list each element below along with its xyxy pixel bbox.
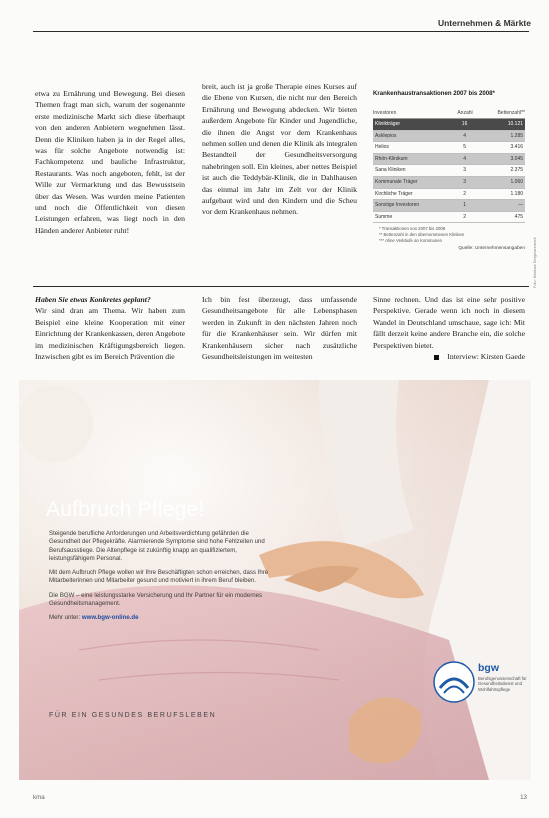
- table-footnote: * Transaktionen von 2007 bis 2008: [379, 226, 446, 232]
- interview-question: Haben Sie etwas Konkretes geplant?: [35, 295, 151, 304]
- cell-count: 4: [463, 132, 466, 139]
- cell-investor: Rhön-Klinikum: [375, 155, 408, 162]
- article-paragraph: Ich bin fest überzeugt, dass umfassende Gesundheitsangebote für alle Lebensphasen werden in Zukunft in den nächsten Jahren noch für die Krankenhäuser sein. Wir dürfen mit Krankenhäusern sicher nach zusätzliche Gesundheitsleistungen im weitesten: [202, 295, 357, 362]
- bgw-logo-icon: [432, 660, 476, 704]
- article-paragraph: Sinne rechnen. Und das ist eine sehr positive Perspektive. Gerade wenn ich noch in diesem Wandel in Deutschland umschaue, sage ich: Mit fällt derzeit keine andere Branche ein, die solche Perspektiven bietet.: [373, 295, 525, 350]
- article-column-2-bottom: [202, 294, 357, 362]
- cell-investor: Asklepios: [375, 132, 397, 139]
- cell-beds: 1.180: [510, 190, 524, 197]
- table-row: [373, 212, 525, 224]
- table-body: [373, 119, 525, 223]
- cell-beds: 10.121: [507, 121, 524, 127]
- table-row: [373, 131, 525, 143]
- page-number: 13: [520, 794, 527, 801]
- cell-investor: Kirchliche Träger: [375, 190, 413, 197]
- ad-more-prefix: Mehr unter:: [49, 614, 81, 622]
- table-row: [373, 154, 525, 166]
- cell-investor: Kommunale Träger: [375, 178, 418, 185]
- table-row: [373, 189, 525, 201]
- article-paragraph: Wir sind dran am Thema. Wir haben zum Beispiel eine kleine Kooperation mit einer Einrichtung der Krankenkassen, deren Angebote im medizinischen Kräftigungsbereich liegen. Inzwischen gibt es im Bereich Prävention die: [35, 306, 185, 362]
- cell-investor: Summe: [375, 213, 393, 220]
- cell-count: 1: [463, 202, 466, 209]
- bgw-wordmark: bgw: [478, 662, 499, 674]
- cell-beds: 3.416: [510, 144, 524, 151]
- interviewer-name: Interview: Kirsten Gaede: [447, 352, 525, 362]
- ad-tagline: FÜR EIN GESUNDES BERUFSLEBEN: [49, 712, 217, 719]
- table-footnote: ** Bettenzahl in den übernommenen Kliniken: [379, 231, 465, 237]
- cell-investor: Helios: [375, 144, 389, 151]
- cell-beds: 475: [514, 213, 524, 220]
- bgw-advertisement: [19, 380, 531, 780]
- magazine-footer: kma: [33, 794, 45, 801]
- ad-website-link[interactable]: www.bgw-online.de: [81, 614, 139, 622]
- section-header: Unternehmen & Märkte: [437, 18, 531, 28]
- header-rule: [33, 31, 529, 32]
- end-mark-icon: [434, 355, 439, 360]
- table-row: [373, 119, 525, 131]
- column-header-investoren: Investoren: [373, 110, 397, 116]
- ad-paragraph: Mit dem Aufbruch Pflege wollen wir Ihre Beschäftigten schon erreichen, dass Ihre Mitarbeiterinnen und Mitarbeiter gesund und motiviert in ihrem Beruf bleiben.: [49, 569, 269, 585]
- cell-investor: Sana Kliniken: [375, 167, 406, 174]
- ad-copy: [49, 530, 275, 629]
- article-column-3-bottom: [373, 294, 525, 362]
- article-column-1-top: [35, 88, 185, 236]
- article-paragraph: etwa zu Ernährung und Bewegung. Bei diesen Themen fragt man sich, warum der sogenannte erste medizinische Markt sich diese überhaupt von den anderen Anbietern wegnehmen lässt. Denn die Kliniken haben ja in der Regel alles, was für solche Angebote notwendig ist: Fachkompetenz und bauliche Infrastruktur, Restaurants. Was noch angeboten, fehlt, ist der Wille zur Vermarktung und das Bewusstsein über das Wesen. Was wurden meine Patienten und noch die Öffentlichkeit von diesen Leistungen erfahren, was liegt noch in den Händen anderer Anbieter ruht!: [35, 89, 185, 235]
- cell-count: 5: [463, 144, 466, 151]
- column-header-anzahl: Anzahl: [457, 110, 473, 116]
- cell-count: 2: [463, 190, 466, 197]
- transactions-table: [373, 90, 525, 251]
- photo-credit: Foto: Klinikum Bergmannsheil: [533, 237, 537, 288]
- cell-count: 4: [463, 155, 466, 162]
- article-paragraph: breit, auch ist ja große Therapie eines Kurses auf die Ebene von Kursen, die nicht nur den Bereich Ernährung und Bewegung abdecken. Wir bieten außerdem Angebote für Kinder und Jugendliche, die ihnen die Angst vor dem Krankenhaus nehmen sollen und denen die Klinik als integralen Bestandteil der Gesundheitsversorgung nahebringen soll. Ein kleines, aber nettes Beispiel ist auch die Teddybär-Klinik, die in Dahlhausen das einmal im Jahr im Zelt vor der Klinik aufgebaut wird und den Kindern und die Scheu vor dem Krankenhaus nehmen.: [202, 82, 357, 217]
- table-row: [373, 200, 525, 212]
- cell-beds: 2.375: [510, 167, 524, 174]
- interviewer-credit: [373, 351, 525, 362]
- ad-paragraph: Die BGW – eine leistungsstarke Versicherung und Ihr Partner für ein modernes Gesundheitsmanagement.: [49, 591, 263, 608]
- bgw-subline: Berufsgenossenschaft für Gesundheitsdienst und Wohlfahrtspflege: [478, 676, 527, 692]
- column-separator-rule: [33, 286, 529, 287]
- cell-beds: 1.285: [510, 132, 524, 139]
- table-row: [373, 177, 525, 189]
- cell-investor: Sonstige Investoren: [375, 202, 420, 209]
- cell-count: 3: [463, 167, 466, 174]
- cell-beds: 3.045: [510, 155, 524, 162]
- ad-more-line: [49, 614, 275, 622]
- column-header-betten: Bettenzahl**: [497, 110, 525, 116]
- ad-paragraph: Steigende berufliche Anforderungen und Arbeitsverdichtung gefährden die Gesundheit der Pflegekräfte. Alarmierende Symptome sind hohe Fehlzeiten und Berufsausstiege. Die Altenpflege ist zukünftig knapp an qualifiziertem, leistungsfähigem Personal.: [49, 530, 265, 562]
- cell-investor: Klinikträger: [375, 121, 401, 127]
- table-title: Krankenhaustransaktionen 2007 bis 2008*: [373, 90, 495, 97]
- cell-count: 2: [463, 213, 466, 220]
- table-row: [373, 142, 525, 154]
- cell-beds: —: [518, 202, 524, 209]
- table-source: Quelle: Unternehmensangaben: [458, 246, 525, 252]
- table-row: [373, 165, 525, 177]
- table-footnotes: [373, 226, 525, 243]
- cell-count: 3: [463, 178, 466, 185]
- ad-headline: Aufbruch Pflege!: [46, 498, 205, 521]
- table-header-row: [373, 110, 525, 119]
- article-column-1-bottom: [35, 294, 185, 362]
- cell-count: 16: [461, 121, 468, 127]
- table-footnote: *** ohne Verkäufe an Kommunen: [379, 237, 443, 243]
- cell-beds: 1.060: [510, 178, 524, 185]
- article-column-2-top: [202, 81, 357, 218]
